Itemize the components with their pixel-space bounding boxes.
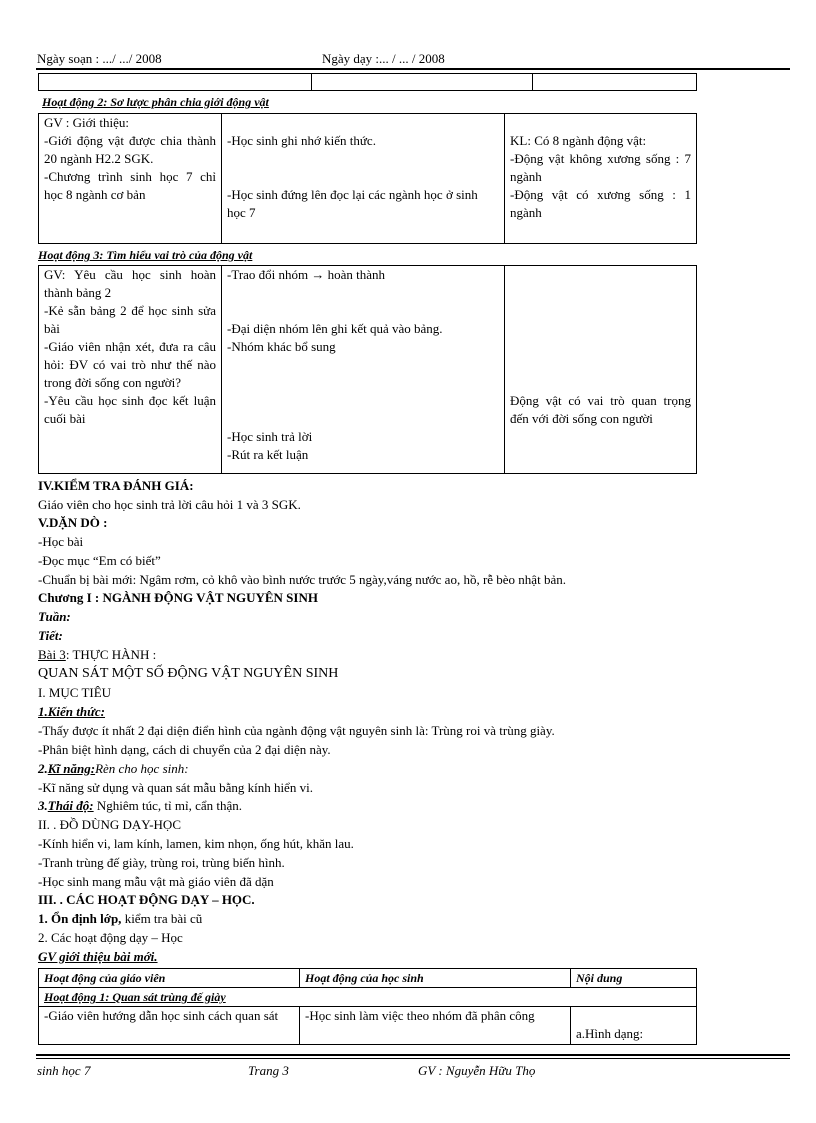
class-settle-bold: 1. Ổn định lớp, <box>38 911 122 926</box>
activity3-title: Hoạt động 3: Tìm hiểu vai trò của động vật <box>38 248 253 262</box>
activity3-content-cell <box>505 266 697 474</box>
teaching-activities: 2. Các hoạt động dạy – Học <box>38 930 183 945</box>
skills-number: 2. <box>38 761 48 776</box>
lesson-subtitle: QUAN SÁT MỘT SỐ ĐỘNG VẬT NGUYÊN SINH <box>38 666 339 681</box>
materials-title: II. . ĐỒ DÙNG DẠY-HỌC <box>38 817 181 832</box>
activity2-table <box>38 113 697 244</box>
activity3-content-line: Động vật có vai trò quan trọng đến với đời sống con người <box>510 393 691 426</box>
activity3-student-line: -Rút ra kết luận <box>227 447 309 462</box>
materials-item: -Kính hiển vi, lam kính, lamen, kim nhọn, ống hút, khăn lau. <box>38 836 354 851</box>
materials-item: -Tranh trùng đế giày, trùng roi, trùng biến hình. <box>38 855 285 870</box>
section5-item: -Đọc mục “Em có biết” <box>38 553 161 568</box>
week-label: Tuần: <box>38 609 71 624</box>
activity3-table <box>38 265 697 474</box>
skills-heading <box>38 761 189 777</box>
section5-item: -Chuẩn bị bài mới: Ngâm rơm, cỏ khô vào bình nước trước 5 ngày,váng nước ao, hồ, rễ bèo nhật bản. <box>38 572 566 587</box>
activity3-student-line: -Học sinh trả lời <box>227 429 313 444</box>
header-teach-date: Ngày dạy :... / ... / 2008 <box>322 51 445 66</box>
knowledge-label: 1.Kiến thức: <box>38 704 106 719</box>
activity2-content-line: -Động vật có xương sống : 1 ngành <box>510 187 691 220</box>
class-settle <box>38 911 202 927</box>
footer-rule-thick <box>36 1054 790 1056</box>
activity2-teacher-line: -Chương trình sinh học 7 chỉ học 8 ngành cơ bản <box>44 169 216 202</box>
attitude-heading <box>38 798 242 814</box>
activity3-teacher-line: GV: Yêu cầu học sinh hoàn thành bảng 2 <box>44 267 216 300</box>
lesson-title <box>38 647 156 663</box>
activity1-content-line: a.Hình dạng: <box>576 1026 644 1041</box>
activity2-title: Hoạt động 2: Sơ lược phân chia giới động vật <box>42 95 269 109</box>
skills-label: Kĩ năng: <box>47 761 96 776</box>
activity3-teacher-line: -Giáo viên nhận xét, đưa ra câu hỏi: ĐV có vai trò như thế nào trong đời sống con người? <box>44 339 216 390</box>
section5-title: V.DẶN DÒ : <box>38 515 108 530</box>
section5-item: -Học bài <box>38 534 84 549</box>
footer-subject: sinh học 7 <box>37 1063 91 1078</box>
section4-title: IV.KIỂM TRA ĐÁNH GIÁ: <box>38 478 194 493</box>
activity2-teacher-line: -Giới động vật được chia thành 20 ngành H2.2 SGK. <box>44 133 216 166</box>
attitude-text: Nghiêm túc, tỉ mỉ, cẩn thận. <box>93 798 243 813</box>
activity3-teacher-line: -Kẻ sẵn bảng 2 để học sinh sửa bài <box>44 303 216 336</box>
footer-rule-thin <box>36 1058 790 1059</box>
activity3-teacher-cell <box>39 266 222 474</box>
col-header-content: Nội dung <box>571 969 697 988</box>
header-rule <box>36 68 790 70</box>
col-header-student: Hoạt động của học sinh <box>300 969 571 988</box>
knowledge-item: -Thấy được ít nhất 2 đại diện điển hình của ngành động vật nguyên sinh là: Trùng roi và trùng giày. <box>38 723 555 738</box>
footer-teacher: GV : Nguyễn Hữu Thọ <box>418 1063 536 1078</box>
activity3-student-line: -Trao đổi nhóm → hoàn thành <box>227 267 386 282</box>
objectives-title: I. MỤC TIÊU <box>38 685 112 700</box>
activities-title: III. . CÁC HOẠT ĐỘNG DẠY – HỌC. <box>38 892 255 907</box>
intro-new-lesson: GV giới thiệu bài mới. <box>38 949 158 964</box>
activity2-student-cell <box>222 114 505 244</box>
class-settle-rest: kiểm tra bài cũ <box>121 911 203 926</box>
activity3-student-cell <box>222 266 505 474</box>
activity2-teacher-cell <box>39 114 222 244</box>
skills-rest: Rèn cho học sinh: <box>95 761 189 776</box>
activity1-table <box>38 968 697 1045</box>
footer-page-number: Trang 3 <box>248 1063 289 1078</box>
activity2-student-line: -Học sinh ghi nhớ kiến thức. <box>227 133 376 148</box>
chapter-title: Chương I : NGÀNH ĐỘNG VẬT NGUYÊN SINH <box>38 590 318 605</box>
lesson-title-rest: : THỰC HÀNH : <box>65 647 157 662</box>
lesson-number: Bài 3 <box>38 647 66 662</box>
col-header-teacher: Hoạt động của giáo viên <box>39 969 300 988</box>
knowledge-item: -Phân biệt hình dạng, cách di chuyển của 2 đại diện này. <box>38 742 331 757</box>
period-label: Tiết: <box>38 628 63 643</box>
activity2-student-line: -Học sinh đứng lên đọc lại các ngành học ở sinh học 7 <box>227 187 478 220</box>
activity2-teacher-line: GV : Giới thiệu: <box>44 115 129 130</box>
activity1-title: Hoạt động 1: Quan sát trùng đế giày <box>39 988 697 1007</box>
top-table-fragment <box>38 73 697 91</box>
section4-text: Giáo viên cho học sinh trả lời câu hỏi 1 và 3 SGK. <box>38 497 301 512</box>
activity1-teacher-cell: -Giáo viên hướng dẫn học sinh cách quan sát <box>39 1007 300 1045</box>
activity1-content-cell <box>571 1007 697 1045</box>
activity2-content-line: KL: Có 8 ngành động vật: <box>510 133 647 148</box>
activity3-student-line: -Đại diện nhóm lên ghi kết quả vào bảng. <box>227 321 443 336</box>
attitude-label: Thái độ: <box>47 798 94 813</box>
activity2-content-cell <box>505 114 697 244</box>
activity3-student-line: -Nhóm khác bổ sung <box>227 339 336 354</box>
activity1-student-cell: -Học sinh làm việc theo nhóm đã phân công <box>300 1007 571 1045</box>
materials-item: -Học sinh mang mẫu vật mà giáo viên đã dặn <box>38 874 274 889</box>
skills-item: -Kĩ năng sử dụng và quan sát mẫu bằng kính hiển vi. <box>38 780 313 795</box>
header-prep-date: Ngày soạn : .../ .../ 2008 <box>37 51 162 66</box>
activity3-teacher-line: -Yêu cầu học sinh đọc kết luận cuối bài <box>44 393 216 426</box>
attitude-number: 3. <box>38 798 48 813</box>
activity2-content-line: -Động vật không xương sống : 7 ngành <box>510 151 691 184</box>
